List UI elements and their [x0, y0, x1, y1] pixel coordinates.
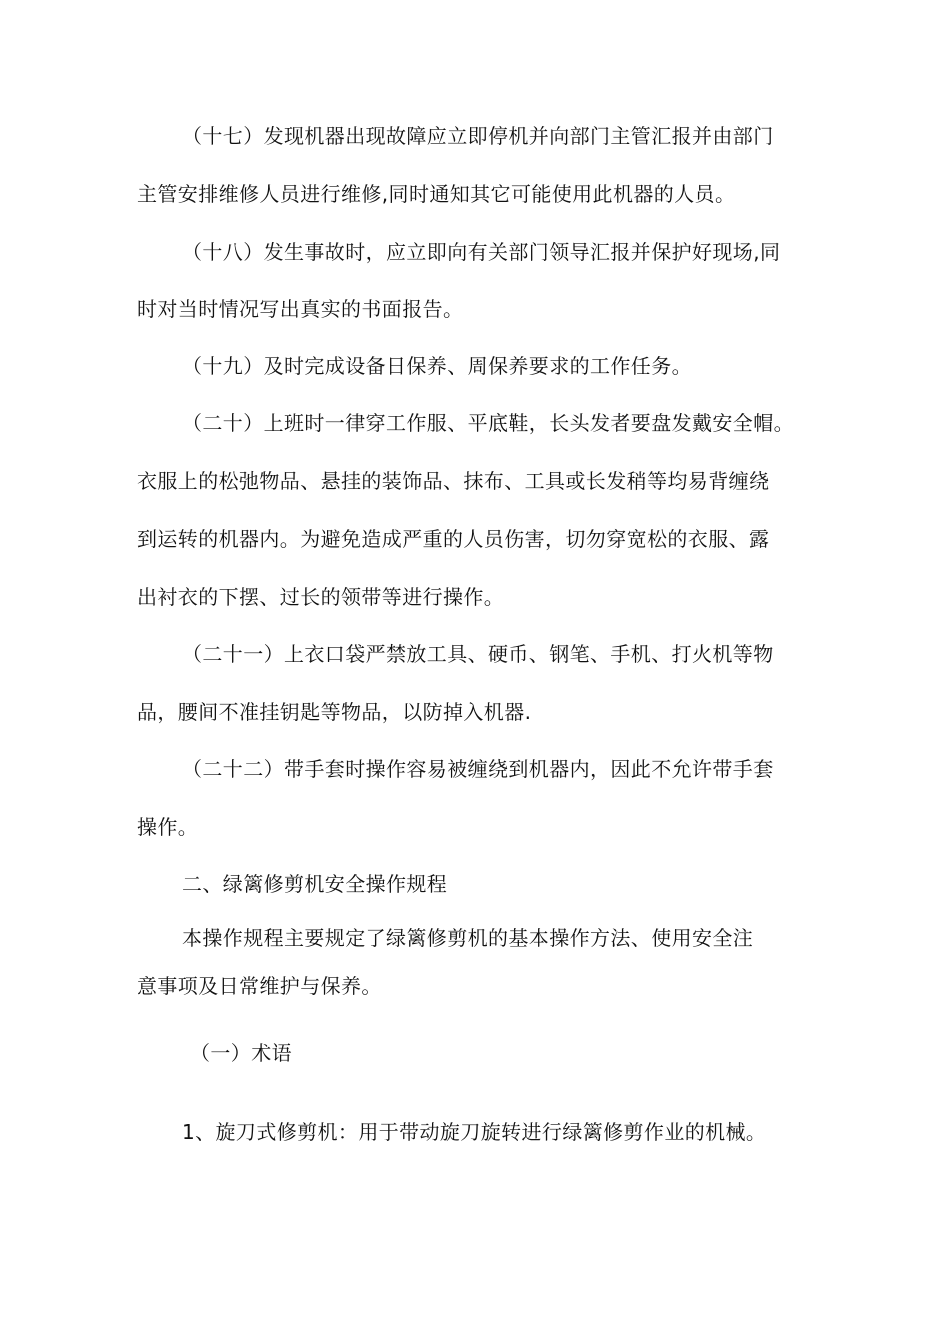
paragraph-18-line-1: （十八）发生事故时，应立即向有关部门领导汇报并保护好现场,同 [182, 240, 781, 264]
paragraph-17-line-1: （十七）发现机器出现故障应立即停机并向部门主管汇报并由部门 [182, 124, 774, 148]
paragraph-20-line-2: 衣服上的松弛物品、悬挂的装饰品、抹布、工具或长发稍等均易背缠绕 [137, 469, 770, 493]
intro-line-1: 本操作规程主要规定了绿篱修剪机的基本操作方法、使用安全注 [182, 926, 754, 950]
paragraph-20-line-3: 到运转的机器内。为避免造成严重的人员伤害，切勿穿宽松的衣服、露 [137, 527, 770, 551]
paragraph-22-line-1: （二十二）带手套时操作容易被缠绕到机器内，因此不允许带手套 [182, 757, 774, 781]
paragraph-18-line-2: 时对当时情况写出真实的书面报告。 [137, 297, 464, 321]
paragraph-20-line-4: 出衬衣的下摆、过长的领带等进行操作。 [137, 585, 505, 609]
paragraph-22-line-2: 操作。 [137, 815, 199, 839]
intro-line-2: 意事项及日常维护与保养。 [137, 974, 382, 998]
paragraph-21-line-2: 品，腰间不准挂钥匙等物品，以防掉入机器. [137, 700, 532, 724]
paragraph-17-line-2: 主管安排维修人员进行维修,同时通知其它可能使用此机器的人员。 [137, 182, 736, 206]
term-definition-1: 1、旋刀式修剪机：用于带动旋刀旋转进行绿篱修剪作业的机械。 [182, 1120, 767, 1144]
subsection-heading: （一）术语 [190, 1041, 292, 1065]
paragraph-20-line-1: （二十）上班时一律穿工作服、平底鞋，长头发者要盘发戴安全帽。 [182, 411, 794, 435]
paragraph-21-line-1: （二十一）上衣口袋严禁放工具、硬币、钢笔、手机、打火机等物 [182, 642, 774, 666]
paragraph-19-line-1: （十九）及时完成设备日保养、周保养要求的工作任务。 [182, 354, 692, 378]
section-heading: 二、绿篱修剪机安全操作规程 [182, 872, 448, 896]
